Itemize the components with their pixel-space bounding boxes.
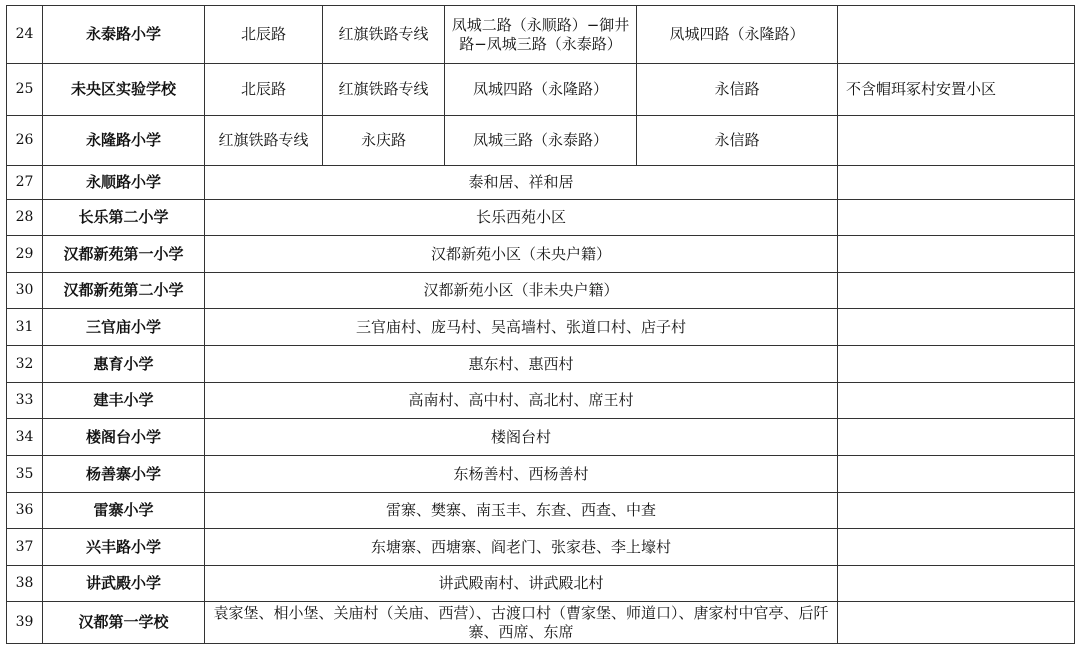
remark (838, 116, 1075, 166)
table-row (7, 493, 1075, 529)
remark (838, 6, 1075, 64)
boundary-west: 永庆路 (323, 116, 445, 166)
table-row (7, 116, 1075, 166)
boundary-north: 永信路 (637, 64, 838, 116)
remark (838, 383, 1075, 419)
row-number: 24 (7, 6, 43, 64)
remark (838, 419, 1075, 456)
table-row (7, 309, 1075, 346)
enrollment-area: 东杨善村、西杨善村 (205, 456, 838, 493)
enrollment-area: 东塘寨、西塘寨、阎老门、张家巷、李上壕村 (205, 529, 838, 566)
school-name: 永泰路小学 (43, 6, 205, 64)
boundary-south: 凤城二路（永顺路）−御井路−凤城三路（永泰路） (445, 6, 637, 64)
table-row (7, 273, 1075, 309)
school-name: 汉都第一学校 (43, 602, 205, 644)
remark: 不含帽珥冢村安置小区 (838, 64, 1075, 116)
boundary-south: 凤城三路（永泰路） (445, 116, 637, 166)
row-number: 39 (7, 602, 43, 644)
row-number: 30 (7, 273, 43, 309)
row-number: 38 (7, 566, 43, 602)
remark (838, 493, 1075, 529)
school-name: 汉都新苑第一小学 (43, 236, 205, 273)
table-row (7, 6, 1075, 64)
remark (838, 456, 1075, 493)
table-row (7, 200, 1075, 236)
school-name: 雷寨小学 (43, 493, 205, 529)
enrollment-area: 汉都新苑小区（未央户籍） (205, 236, 838, 273)
table-row (7, 529, 1075, 566)
table-row (7, 383, 1075, 419)
school-name: 汉都新苑第二小学 (43, 273, 205, 309)
row-number: 35 (7, 456, 43, 493)
remark (838, 236, 1075, 273)
boundary-north: 永信路 (637, 116, 838, 166)
boundary-south: 凤城四路（永隆路） (445, 64, 637, 116)
school-name: 杨善寨小学 (43, 456, 205, 493)
remark (838, 602, 1075, 644)
remark (838, 200, 1075, 236)
enrollment-area: 雷寨、樊寨、南玉丰、东查、西查、中查 (205, 493, 838, 529)
row-number: 32 (7, 346, 43, 383)
enrollment-area: 袁家堡、相小堡、关庙村（关庙、西营）、古渡口村（曹家堡、师道口）、唐家村中官亭、后阡寨、西席、东席 (205, 602, 838, 644)
school-name: 未央区实验学校 (43, 64, 205, 116)
row-number: 29 (7, 236, 43, 273)
boundary-west: 红旗铁路专线 (323, 64, 445, 116)
table-row (7, 419, 1075, 456)
school-name: 楼阁台小学 (43, 419, 205, 456)
school-name: 惠育小学 (43, 346, 205, 383)
boundary-east: 红旗铁路专线 (205, 116, 323, 166)
school-name: 兴丰路小学 (43, 529, 205, 566)
boundary-east: 北辰路 (205, 64, 323, 116)
school-district-table (6, 5, 1075, 644)
enrollment-area: 高南村、高中村、高北村、席王村 (205, 383, 838, 419)
table-row (7, 456, 1075, 493)
table-row (7, 166, 1075, 200)
enrollment-area: 惠东村、惠西村 (205, 346, 838, 383)
enrollment-area: 汉都新苑小区（非未央户籍） (205, 273, 838, 309)
table-row (7, 602, 1075, 644)
school-name: 永隆路小学 (43, 116, 205, 166)
remark (838, 529, 1075, 566)
enrollment-area: 讲武殿南村、讲武殿北村 (205, 566, 838, 602)
school-name: 永顺路小学 (43, 166, 205, 200)
remark (838, 273, 1075, 309)
remark (838, 346, 1075, 383)
row-number: 28 (7, 200, 43, 236)
school-name: 三官庙小学 (43, 309, 205, 346)
enrollment-area: 泰和居、祥和居 (205, 166, 838, 200)
table-row (7, 236, 1075, 273)
row-number: 31 (7, 309, 43, 346)
row-number: 27 (7, 166, 43, 200)
enrollment-area: 长乐西苑小区 (205, 200, 838, 236)
remark (838, 309, 1075, 346)
enrollment-area: 三官庙村、庞马村、吴高墙村、张道口村、店子村 (205, 309, 838, 346)
row-number: 36 (7, 493, 43, 529)
boundary-east: 北辰路 (205, 6, 323, 64)
table-row (7, 566, 1075, 602)
school-name: 长乐第二小学 (43, 200, 205, 236)
boundary-north: 凤城四路（永隆路） (637, 6, 838, 64)
row-number: 37 (7, 529, 43, 566)
table-row (7, 64, 1075, 116)
remark (838, 166, 1075, 200)
row-number: 34 (7, 419, 43, 456)
school-name: 讲武殿小学 (43, 566, 205, 602)
table-row (7, 346, 1075, 383)
row-number: 26 (7, 116, 43, 166)
enrollment-area: 楼阁台村 (205, 419, 838, 456)
boundary-west: 红旗铁路专线 (323, 6, 445, 64)
remark (838, 566, 1075, 602)
row-number: 33 (7, 383, 43, 419)
school-name: 建丰小学 (43, 383, 205, 419)
row-number: 25 (7, 64, 43, 116)
